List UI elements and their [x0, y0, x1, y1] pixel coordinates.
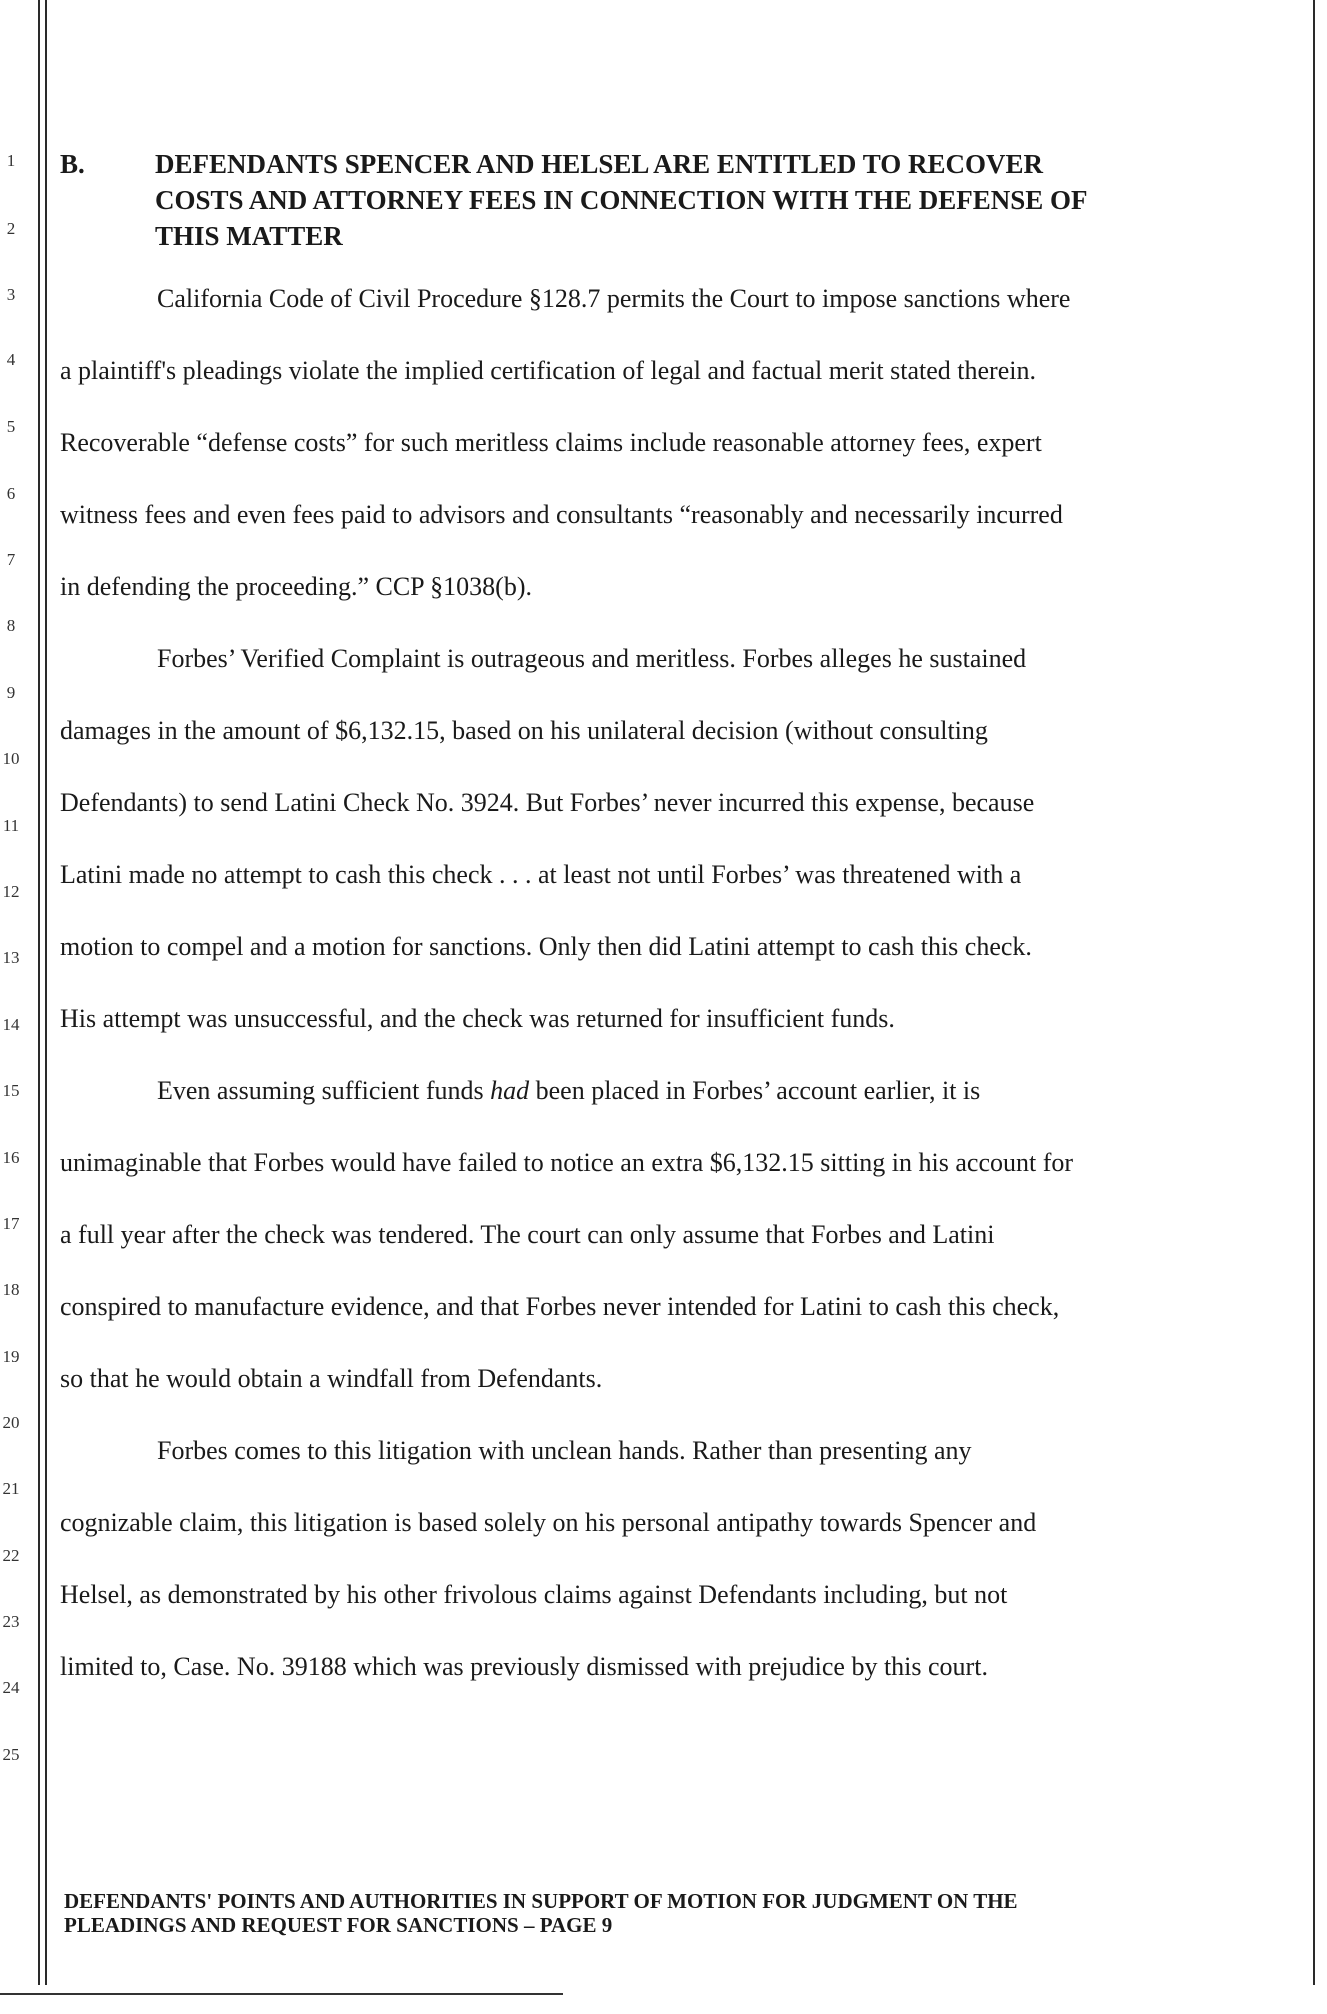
paragraph-line: Forbes’ Verified Complaint is outrageous and meritless. Forbes alleges he sustained: [157, 644, 1027, 673]
line-number: 8: [6, 616, 16, 635]
paragraph-line: a plaintiff's pleadings violate the implied certification of legal and factual merit stated therein.: [60, 356, 1036, 385]
heading-line: COSTS AND ATTORNEY FEES IN CONNECTION WITH THE DEFENSE OF: [155, 185, 1088, 215]
paragraph-line: so that he would obtain a windfall from Defendants.: [60, 1364, 603, 1393]
paragraph-line: unimaginable that Forbes would have failed to notice an extra $6,132.15 sitting in his account for: [60, 1148, 1074, 1177]
line-number: 14: [2, 1015, 20, 1034]
paragraph-line: limited to, Case. No. 39188 which was previously dismissed with prejudice by this court.: [60, 1652, 988, 1681]
line-number: 17: [2, 1214, 20, 1233]
paragraph-line: Defendants) to send Latini Check No. 3924. But Forbes’ never incurred this expense, because: [60, 788, 1035, 817]
footer-line: DEFENDANTS' POINTS AND AUTHORITIES IN SUPPORT OF MOTION FOR JUDGMENT ON THE: [64, 1889, 1018, 1913]
heading-line: DEFENDANTS SPENCER AND HELSEL ARE ENTITLED TO RECOVER: [155, 149, 1043, 179]
line-number: 2: [6, 219, 16, 238]
line-number: 20: [2, 1413, 20, 1432]
line-number: 1: [6, 151, 16, 170]
line-number: 25: [2, 1745, 20, 1764]
paragraph-line: damages in the amount of $6,132.15, based on his unilateral decision (without consulting: [60, 716, 988, 745]
paragraph-line: Helsel, as demonstrated by his other frivolous claims against Defendants including, but not: [60, 1580, 1008, 1609]
paragraph-line: motion to compel and a motion for sanctions. Only then did Latini attempt to cash this check.: [60, 932, 1032, 961]
line-number: 7: [6, 550, 16, 569]
footer-line: PLEADINGS AND REQUEST FOR SANCTIONS – PAGE 9: [64, 1913, 613, 1937]
heading-line: THIS MATTER: [155, 221, 343, 251]
bottom-rule: [0, 1993, 563, 1995]
line-number: 21: [2, 1479, 20, 1498]
line-number: 12: [2, 882, 20, 901]
paragraph-line: witness fees and even fees paid to advisors and consultants “reasonably and necessarily incurred: [60, 500, 1063, 529]
left-margin-rule: [38, 0, 40, 1985]
line-number: 13: [2, 948, 20, 967]
line-number: 6: [6, 484, 16, 503]
section-heading: [60, 146, 1290, 254]
page-footer: [64, 1889, 1294, 1937]
paragraph-line: Latini made no attempt to cash this check . . . at least not until Forbes’ was threatened with a: [60, 860, 1022, 889]
line-number: 3: [6, 285, 16, 304]
line-number: 15: [2, 1081, 20, 1100]
paragraph-line: California Code of Civil Procedure §128.7 permits the Court to impose sanctions where: [157, 284, 1071, 313]
section-letter: B.: [60, 149, 85, 179]
line-number: 19: [2, 1347, 20, 1366]
line-number: 22: [2, 1546, 20, 1565]
left-margin-rule: [45, 0, 47, 1985]
paragraph-line: cognizable claim, this litigation is based solely on his personal antipathy towards Spencer and: [60, 1508, 1037, 1537]
line-number: 16: [2, 1148, 20, 1167]
paragraph-line: His attempt was unsuccessful, and the check was returned for insufficient funds.: [60, 1004, 895, 1033]
line-number: 24: [2, 1678, 20, 1697]
line-number: 11: [2, 816, 20, 835]
line-number: 4: [6, 350, 16, 369]
line-number: 9: [6, 683, 16, 702]
line-number: 18: [2, 1280, 20, 1299]
paragraph-line: Forbes comes to this litigation with unclean hands. Rather than presenting any: [157, 1436, 972, 1465]
line-number: 23: [2, 1612, 20, 1631]
line-number: 5: [6, 417, 16, 436]
line-number: 10: [2, 749, 20, 768]
paragraph-line: conspired to manufacture evidence, and that Forbes never intended for Latini to cash this check,: [60, 1292, 1060, 1321]
paragraph-line: Recoverable “defense costs” for such meritless claims include reasonable attorney fees, expert: [60, 428, 1042, 457]
paragraph-line: a full year after the check was tendered. The court can only assume that Forbes and Latini: [60, 1220, 995, 1249]
paragraph-line: Even assuming sufficient funds had been placed in Forbes’ account earlier, it is: [157, 1076, 981, 1105]
paragraph-line: in defending the proceeding.” CCP §1038(b).: [60, 572, 532, 601]
